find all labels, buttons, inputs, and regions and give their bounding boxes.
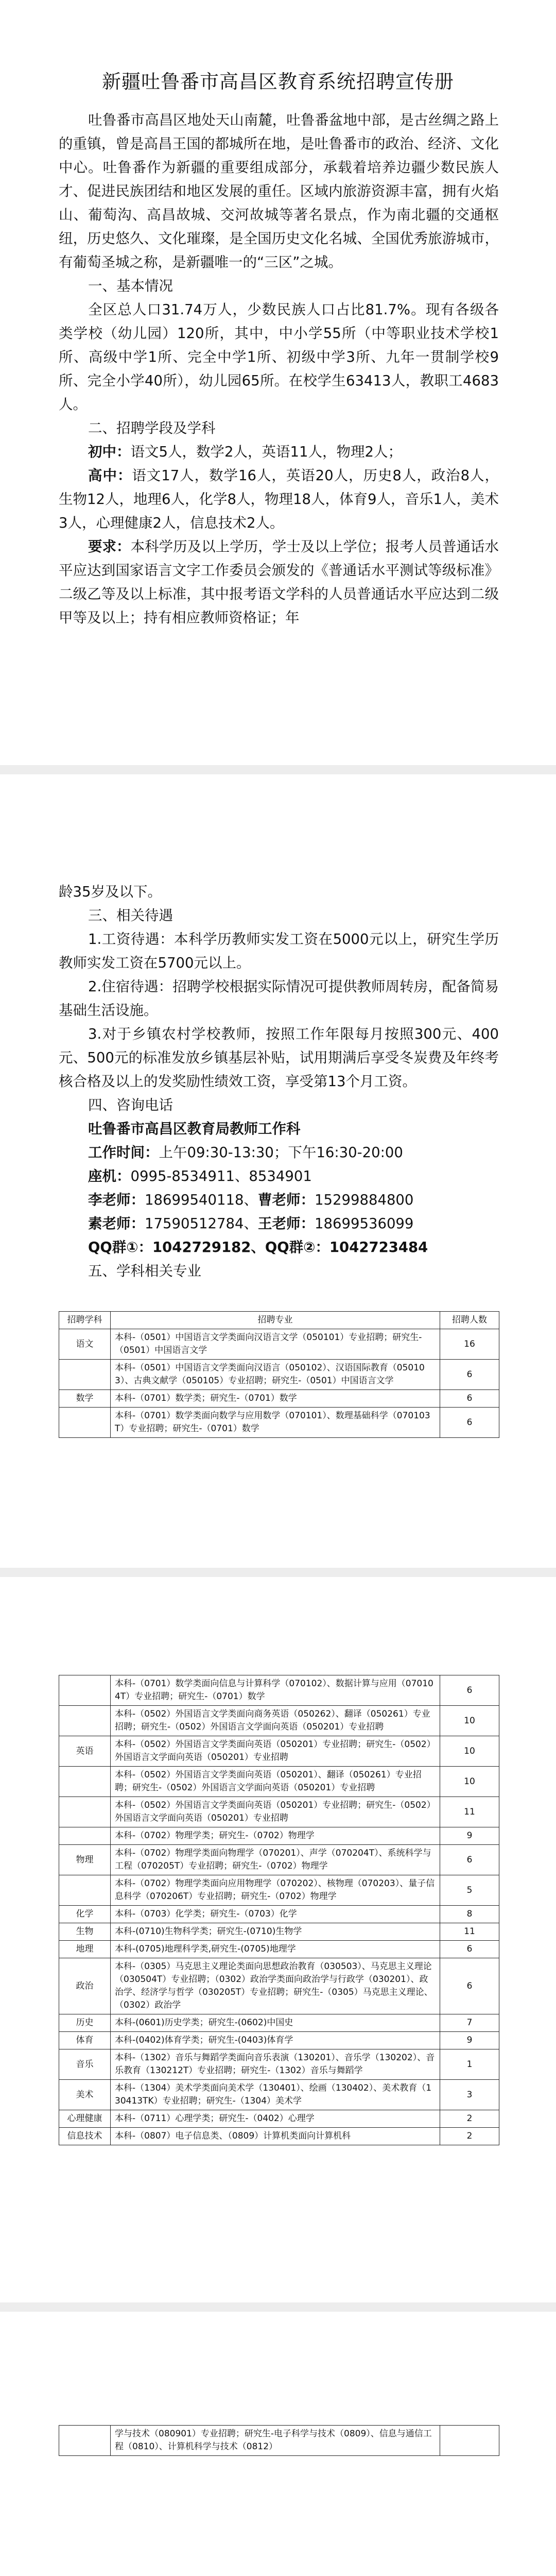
section-3-heading: 三、相关待遇: [88, 907, 173, 924]
table-row: [59, 1408, 499, 1438]
senior-line: [59, 464, 499, 535]
requirement-continued: 龄35岁及以下。: [59, 884, 162, 900]
cell-major: 本科-（1302）音乐与舞蹈学类面向音乐表演（130201）、音乐学（130202）、音乐教育（130212T）专业招聘；研究生-（1302）音乐与舞蹈学: [111, 2049, 440, 2080]
cell-count: 6: [440, 1408, 499, 1438]
table-row: [59, 2014, 499, 2032]
cell-count: 6: [440, 1845, 499, 1875]
cell-major: 本科-（1304）美术学类面向美术学（130401）、绘画（130402）、美术教育（130413TK）专业招聘；研究生-（1304）美术学: [111, 2080, 440, 2110]
section-5-heading: 五、学科相关专业: [88, 1263, 201, 1279]
cell-count: 10: [440, 1767, 499, 1797]
page-1: [0, 0, 556, 765]
contact-phone: 17590512784、: [145, 1215, 258, 1232]
cell-count: 5: [440, 1875, 499, 1906]
requirement-line: [59, 535, 499, 630]
table-row: [59, 1827, 499, 1845]
cell-major: 本科-（0501）中国语言文学类面向汉语言（050102）、汉语国际教育（050103）、古典文献学（050105）专业招聘；研究生-（0501）中国语言文学: [111, 1360, 440, 1390]
cell-count: 11: [440, 1797, 499, 1827]
cell-count: [440, 2426, 499, 2456]
cell-major: 本科-(0402)体育学类；研究生-(0403)体育学: [111, 2032, 440, 2049]
junior-label: 初中：: [88, 444, 131, 460]
cell-subject: 英语: [59, 1736, 111, 1767]
page-2: [0, 774, 556, 1568]
cell-subject: 美术: [59, 2080, 111, 2110]
senior-text: 语文17人，数学16人，英语20人，历史8人，政治8人，生物12人，地理6人，化学8人，物理18人，体育9人，音乐1人，美术3人，心理健康2人，信息技术2人。: [59, 467, 499, 531]
contact-name: 李老师：: [88, 1192, 145, 1208]
section-1-heading: 一、基本情况: [88, 278, 173, 294]
table-row: [59, 1875, 499, 1906]
cell-major: 本科-(0601)历史学类；研究生-(0602)中国史: [111, 2014, 440, 2032]
contact-name: 王老师：: [257, 1215, 315, 1232]
cell-major: 本科-(0710)生物科学类；研究生-(0710)生物学: [111, 1923, 440, 1941]
table-header-row: [59, 1312, 499, 1329]
table-row: [59, 1845, 499, 1875]
junior-line: [59, 440, 499, 464]
cell-subject: 化学: [59, 1906, 111, 1923]
table-row: [59, 1941, 499, 1958]
table-row: [59, 2426, 499, 2456]
cell-count: 7: [440, 2014, 499, 2032]
cell-count: 11: [440, 1923, 499, 1941]
cell-count: 6: [440, 1390, 499, 1408]
table-row: [59, 2080, 499, 2110]
cell-count: 1: [440, 2049, 499, 2080]
hours-label: 工作时间：: [88, 1144, 159, 1161]
contact-phone: 18699536099: [314, 1215, 414, 1232]
cell-major: 学与技术（080901）专业招聘；研究生-电子科学与技术（0809）、信息与通信工程（0810）、计算机科学与技术（0812）: [111, 2426, 440, 2456]
cell-subject: 历史: [59, 2014, 111, 2032]
cell-count: 6: [440, 1675, 499, 1706]
landline-value: 0995-8534911、8534901: [130, 1168, 312, 1184]
cell-major: 本科-（0701）数学类面向信息与计算科学（070102）、数据计算与应用（070104T）专业招聘；研究生-（0701）数学: [111, 1675, 440, 1706]
table-row: [59, 1958, 499, 2014]
cell-subject: 物理: [59, 1845, 111, 1875]
contact-line-2: [59, 1212, 499, 1235]
cell-count: 8: [440, 1906, 499, 1923]
page-4: [0, 2312, 556, 2576]
table-row: [59, 1390, 499, 1408]
qq-groups: QQ群①：1042729182、QQ群②：1042723484: [88, 1239, 428, 1256]
major-table-part-2: [59, 1675, 499, 2145]
hours-line: [59, 1141, 499, 1164]
cell-subject: 地理: [59, 1941, 111, 1958]
header-subject: 招聘学科: [59, 1312, 111, 1329]
cell-major: 本科-（0502）外国语言文学类面向英语（050201）专业招聘；研究生-（0502）外国语言文学面向英语（050201）专业招聘: [111, 1797, 440, 1827]
table-row: [59, 1797, 499, 1827]
cell-subject: 生物: [59, 1923, 111, 1941]
cell-subject: [59, 1827, 111, 1845]
cell-subject: [59, 2426, 111, 2456]
major-table-part-1: [59, 1311, 499, 1438]
contact-block: [59, 1117, 499, 1259]
cell-subject: 心理健康: [59, 2110, 111, 2128]
requirement-text: 本科学历及以上学历，学士及以上学位；报考人员普通话水平应达到国家语言文字工作委员会颁发的《普通话水平测试等级标准》二级乙等及以上标准，其中报考语文学科的人员普通话水平应达到二级甲等及以上；持有相应教师资格证；年: [59, 538, 499, 626]
cell-subject: 数学: [59, 1390, 111, 1408]
table-row: [59, 1923, 499, 1941]
cell-major: 本科-(0705)地理科学类,研究生-(0705)地理学: [111, 1941, 440, 1958]
cell-subject: 政治: [59, 1958, 111, 2014]
benefit-salary: 1.工资待遇：本科学历教师实发工资在5000元以上，研究生学历教师实发工资在5700元以上。: [59, 931, 499, 971]
cell-major: 本科-（0807）电子信息类、（0809）计算机类面向计算机科: [111, 2128, 440, 2145]
office-name: 吐鲁番市高昌区教育局教师工作科: [88, 1121, 301, 1137]
table-row: [59, 2110, 499, 2128]
benefit-housing: 2.住宿待遇：招聘学校根据实际情况可提供教师周转房，配备简易基础生活设施。: [59, 978, 499, 1019]
cell-count: 2: [440, 2110, 499, 2128]
landline-line: [59, 1164, 499, 1188]
header-major: 招聘专业: [111, 1312, 440, 1329]
page-title: 新疆吐鲁番市高昌区教育系统招聘宣传册: [102, 71, 454, 93]
cell-major: 本科-（0702）物理学类面向物理学（070201）、声学（070204T）、系统科学与工程（070205T）专业招聘；研究生-（0702）物理学: [111, 1845, 440, 1875]
intro-paragraph: 吐鲁番市高昌区地处天山南麓，吐鲁番盆地中部，是古丝绸之路上的重镇，曾是高昌王国的都城所在地，是吐鲁番市的政治、经济、文化中心。吐鲁番作为新疆的重要组成部分，承载着培养边疆少数民族人才、促进民族团结和地区发展的重任。区域内旅游资源丰富，拥有火焰山、葡萄沟、高昌故城、交河故城等著名景点，作为南北疆的交通枢纽，历史悠久、文化璀璨，是全国历史文化名城、全国优秀旅游城市，有葡萄圣城之称，是新疆唯一的“三区”之城。: [59, 112, 499, 270]
cell-subject: 体育: [59, 2032, 111, 2049]
table-row: [59, 1329, 499, 1360]
cell-subject: [59, 1875, 111, 1906]
header-count: 招聘人数: [440, 1312, 499, 1329]
major-table-part-3: [59, 2425, 499, 2456]
table-row: [59, 1767, 499, 1797]
cell-subject: [59, 1675, 111, 1706]
cell-count: 6: [440, 1941, 499, 1958]
junior-text: 语文5人，数学2人，英语11人，物理2人；: [130, 444, 402, 460]
table-row: [59, 1675, 499, 1706]
cell-count: 10: [440, 1706, 499, 1736]
contact-phone: 18699540118、: [145, 1192, 258, 1208]
table-row: [59, 1736, 499, 1767]
cell-count: 16: [440, 1329, 499, 1360]
cell-major: 本科-（0701）数学类面向数学与应用数学（070101）、数理基础科学（070103T）专业招聘；研究生-（0701）数学: [111, 1408, 440, 1438]
senior-label: 高中：: [88, 467, 132, 484]
table-row: [59, 2128, 499, 2145]
cell-subject: 信息技术: [59, 2128, 111, 2145]
section-4-heading: 四、咨询电话: [88, 1097, 173, 1113]
cell-major: 本科-（0502）外国语言文学类面向商务英语（050262）、翻译（050261）专业招聘；研究生-（0502）外国语言文学面向英语（050201）专业招聘: [111, 1706, 440, 1736]
contact-name: 素老师：: [88, 1215, 145, 1232]
hours-value: 上午09:30-13:30；下午16:30-20:00: [159, 1144, 403, 1161]
table-row: [59, 1706, 499, 1736]
cell-subject: [59, 1360, 111, 1390]
cell-count: 9: [440, 1827, 499, 1845]
cell-major: 本科-（0502）外国语言文学类面向英语（050201）专业招聘；研究生-（0502）外国语言文学面向英语（050201）专业招聘: [111, 1736, 440, 1767]
cell-subject: [59, 1767, 111, 1797]
cell-major: 本科-（0703）化学类；研究生-（0703）化学: [111, 1906, 440, 1923]
table-row: [59, 2049, 499, 2080]
cell-major: 本科-（0702）物理学类；研究生-（0702）物理学: [111, 1827, 440, 1845]
cell-count: 9: [440, 2032, 499, 2049]
contact-phone: 15299884800: [314, 1192, 414, 1208]
cell-major: 本科-（0502）外国语言文学类面向英语（050201）、翻译（050261）专业招聘；研究生-（0502）外国语言文学面向英语（050201）专业招聘: [111, 1767, 440, 1797]
cell-subject: [59, 1797, 111, 1827]
table-row: [59, 1360, 499, 1390]
table-row: [59, 2032, 499, 2049]
requirement-label: 要求：: [88, 538, 131, 555]
cell-major: 本科-（0702）物理学类面向应用物理学（070202）、核物理（070203）、量子信息科学（070206T）专业招聘；研究生-（0702）物理学: [111, 1875, 440, 1906]
cell-count: 2: [440, 2128, 499, 2145]
cell-major: 本科-（0305）马克思主义理论类面向思想政治教育（030503）、马克思主义理论（030504T）专业招聘；（0302）政治学类面向政治学与行政学（030201）、政治学、经济学与哲学（030205T）专业招聘；研究生-（0305）马克思主义理论、（0302）政治学: [111, 1958, 440, 2014]
landline-label: 座机：: [88, 1168, 131, 1184]
cell-subject: 音乐: [59, 2049, 111, 2080]
cell-subject: [59, 1408, 111, 1438]
contact-line-1: [59, 1188, 499, 1212]
benefit-rural: 3.对于乡镇农村学校教师，按照工作年限每月按照300元、400元、500元的标准发放乡镇基层补贴，试用期满后享受冬炭费及年终考核合格及以上的发奖励性绩效工资，享受第13个月工资。: [59, 1026, 499, 1090]
contact-name: 曹老师：: [257, 1192, 315, 1208]
cell-subject: 语文: [59, 1329, 111, 1360]
cell-major: 本科-（0701）数学类；研究生-（0701）数学: [111, 1390, 440, 1408]
cell-count: 6: [440, 1360, 499, 1390]
cell-major: 本科-（0711）心理学类；研究生-（0402）心理学: [111, 2110, 440, 2128]
section-2-heading: 二、招聘学段及学科: [88, 420, 216, 436]
cell-count: 6: [440, 1958, 499, 2014]
table-row: [59, 1906, 499, 1923]
cell-subject: [59, 1706, 111, 1736]
page-3: [0, 1577, 556, 2302]
cell-count: 3: [440, 2080, 499, 2110]
section-1-text: 全区总人口31.74万人，少数民族人口占比81.7%。现有各级各类学校（幼儿园）120所，其中，中小学55所（中等职业技术学校1所、高级中学1所、完全中学1所、初级中学3所、九年一贯制学校9所、完全小学40所），幼儿园65所。在校学生63413人，教职工4683人。: [59, 301, 499, 413]
cell-count: 10: [440, 1736, 499, 1767]
cell-major: 本科-（0501）中国语言文学类面向汉语言文学（050101）专业招聘；研究生-（0501）中国语言文学: [111, 1329, 440, 1360]
